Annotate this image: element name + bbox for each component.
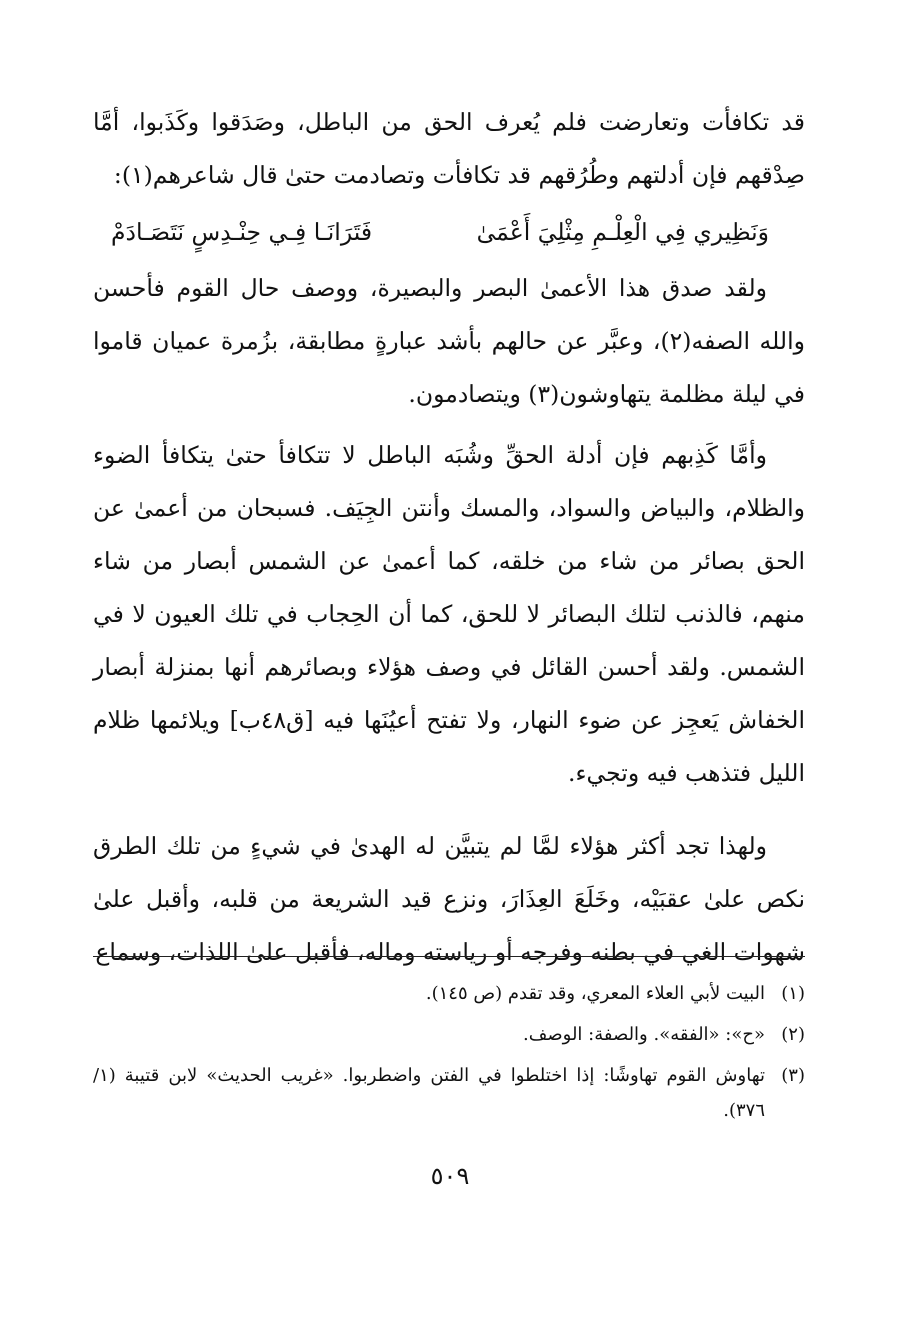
- footnote-3: [93, 1058, 805, 1128]
- footnotes: [93, 976, 805, 1134]
- main-text: [93, 96, 805, 979]
- verse-second-hemistich: فَتَرَانَـا فِـي حِنْـدِسٍ نَتَصَـادَمْ: [111, 218, 373, 246]
- footnote-1: [93, 976, 805, 1011]
- footnote-number: (١): [781, 983, 805, 1004]
- footnote-divider: [93, 956, 805, 957]
- verse-first-hemistich: وَنَظِيري فِي الْعِلْـمِ مِثْلِيَ أَعْمَىٰ: [476, 218, 769, 246]
- footnote-text: «ح»: «الفقه». والصفة: الوصف.: [523, 1024, 765, 1045]
- paragraph-3: وأمَّا كَذِبهم فإن أدلة الحقِّ وشُبَه الباطل لا تتكافأ حتىٰ يتكافأ الضوء والظلام، والبياض والسواد، والمسك وأنتن الجِيَف. فسبحان من أعمىٰ عن الحق بصائر من شاء من خلقه، كما أعمىٰ عن الشمس أبصار من شاء منهم، فالذنب لتلك البصائر لا للحق، كما أن الحِجاب في تلك العيون لا في الشمس. ولقد أحسن القائل في وصف هؤلاء وبصائرهم أنها بمنزلة أبصار الخفاش يَعجِز عن ضوء النهار، ولا تفتح أعيُنَها فيه [ق٤٨ب] ويلائمها ظلام الليل فتذهب فيه وتجيء.: [93, 441, 805, 787]
- footnote-number: (٢): [781, 1024, 805, 1045]
- paragraph-4: ولهذا تجد أكثر هؤلاء لمَّا لم يتبيَّن له الهدىٰ في شيءٍ من تلك الطرق نكص علىٰ عقبَيْه، وخَلَعَ العِذَارَ، ونزع قيد الشريعة من قلبه، وأقبل علىٰ شهوات الغي في بطنه وفرجه أو رياسته وماله، فأقبل علىٰ اللذات، وسماع: [93, 832, 805, 966]
- footnote-text: البيت لأبي العلاء المعري، وقد تقدم (ص ١٤٥).: [425, 983, 765, 1004]
- page-number: ٥٠٩: [430, 1162, 470, 1190]
- footnote-2: [93, 1017, 805, 1052]
- paragraph-1: قد تكافأت وتعارضت فلم يُعرف الحق من الباطل، وصَدَقوا وكَذَبوا، أمَّا صِدْقهم فإن أدلتهم وطُرُقهم قد تكافأت وتصادمت حتىٰ قال شاعرهم(١):: [93, 108, 805, 189]
- paragraph-2: ولقد صدق هذا الأعمىٰ البصر والبصيرة، ووصف حال القوم فأحسن والله الصفه(٢)، وعبَّر عن حالهم بأشد عبارةٍ مطابقة، بزُمرة عميان قاموا في ليلة مظلمة يتهاوشون(٣) ويتصادمون.: [93, 274, 805, 408]
- poetry-verse: [93, 202, 805, 262]
- footnote-number: (٣): [781, 1065, 805, 1086]
- footnote-text: تهاوش القوم تهاوشًا: إذا اختلطوا في الفتن واضطربوا. «غريب الحديث» لابن قتيبة (١/ ٣٧٦).: [93, 1065, 765, 1121]
